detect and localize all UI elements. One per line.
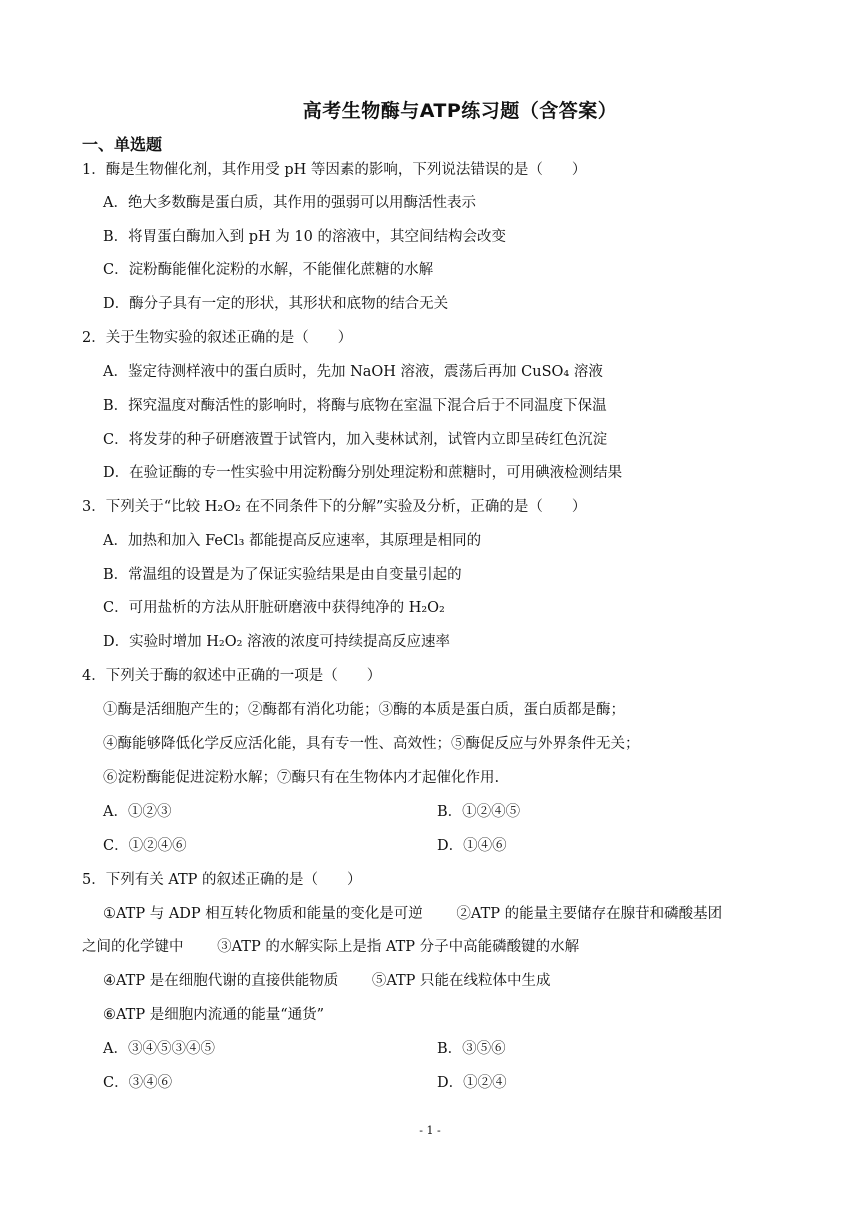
question-2-option-b: B．探究温度对酶活性的影响时，将酶与底物在室温下混合后于不同温度下保温 — [103, 398, 607, 414]
question-5-option-b: B．③⑤⑥ — [437, 1041, 506, 1057]
question-3-option-b: B．常温组的设置是为了保证实验结果是由自变量引起的 — [103, 567, 462, 583]
question-2-option-a: A．鉴定待测样液中的蛋白质时，先加 NaOH 溶液，震荡后再加 CuSO₄ 溶液 — [103, 364, 603, 380]
question-1-option-d: D．酶分子具有一定的形状，其形状和底物的结合无关 — [103, 296, 449, 312]
question-3-option-d: D．实验时增加 H₂O₂ 溶液的浓度可持续提高反应速率 — [103, 634, 450, 650]
question-2-option-d: D．在验证酶的专一性实验中用淀粉酶分别处理淀粉和蔗糖时，可用碘液检测结果 — [103, 465, 623, 481]
question-4-statement-2: ④酶能够降低化学反应活化能，具有专一性、高效性；⑤酶促反应与外界条件无关； — [103, 736, 640, 752]
question-2-option-c: C．将发芽的种子研磨液置于试管内，加入斐林试剂，试管内立即呈砖红色沉淀 — [103, 432, 608, 448]
question-4-statement-3: ⑥淀粉酶能促进淀粉水解；⑦酶只有在生物体内才起催化作用. — [103, 770, 500, 786]
question-5-statement-4: ⑥ATP 是细胞内流通的能量“通货” — [103, 1007, 325, 1023]
question-5-option-d: D．①②④ — [437, 1075, 507, 1091]
page-number: - 1 - — [419, 1124, 441, 1137]
question-4-option-a: A．①②③ — [103, 804, 172, 820]
question-4-option-d: D．①④⑥ — [437, 838, 507, 854]
question-5-option-a: A．③④⑤③④⑤ — [103, 1041, 215, 1057]
question-1-option-a: A．绝大多数酶是蛋白质，其作用的强弱可以用酶活性表示 — [103, 195, 476, 211]
question-1-option-b: B．将胃蛋白酶加入到 pH 为 10 的溶液中，其空间结构会改变 — [103, 229, 506, 245]
question-4-statement-1: ①酶是活细胞产生的；②酶都有消化功能；③酶的本质是蛋白质，蛋白质都是酶； — [103, 702, 625, 718]
question-2-stem: 2．关于生物实验的叙述正确的是（ ） — [82, 330, 353, 346]
question-5-stem: 5．下列有关 ATP 的叙述正确的是（ ） — [82, 872, 362, 888]
question-5-statement-2: 之间的化学键中 ③ATP 的水解实际上是指 ATP 分子中高能磷酸键的水解 — [82, 939, 580, 955]
question-1-stem: 1．酶是生物催化剂，其作用受 pH 等因素的影响，下列说法错误的是（ ） — [82, 162, 587, 178]
question-4-stem: 4．下列关于酶的叙述中正确的一项是（ ） — [82, 668, 382, 684]
question-1-option-c: C．淀粉酶能催化淀粉的水解，不能催化蔗糖的水解 — [103, 262, 434, 278]
question-3-option-c: C．可用盐析的方法从肝脏研磨液中获得纯净的 H₂O₂ — [103, 600, 445, 616]
question-3-option-a: A．加热和加入 FeCl₃ 都能提高反应速率，其原理是相同的 — [103, 533, 482, 549]
question-4-option-c: C．①②④⑥ — [103, 838, 187, 854]
question-4-option-b: B．①②④⑤ — [437, 804, 521, 820]
question-5-statement-1: ①ATP 与 ADP 相互转化物质和能量的变化是可逆 ②ATP 的能量主要储存在腺苷和磷酸基团 — [103, 906, 723, 922]
question-5-statement-3: ④ATP 是在细胞代谢的直接供能物质 ⑤ATP 只能在线粒体中生成 — [103, 973, 551, 989]
page-title: 高考生物酶与ATP练习题（含答案） — [302, 100, 618, 122]
section-heading: 一、单选题 — [82, 135, 163, 154]
question-3-stem: 3．下列关于“比较 H₂O₂ 在不同条件下的分解”实验及分析，正确的是（ ） — [82, 499, 587, 515]
question-5-option-c: C．③④⑥ — [103, 1075, 173, 1091]
